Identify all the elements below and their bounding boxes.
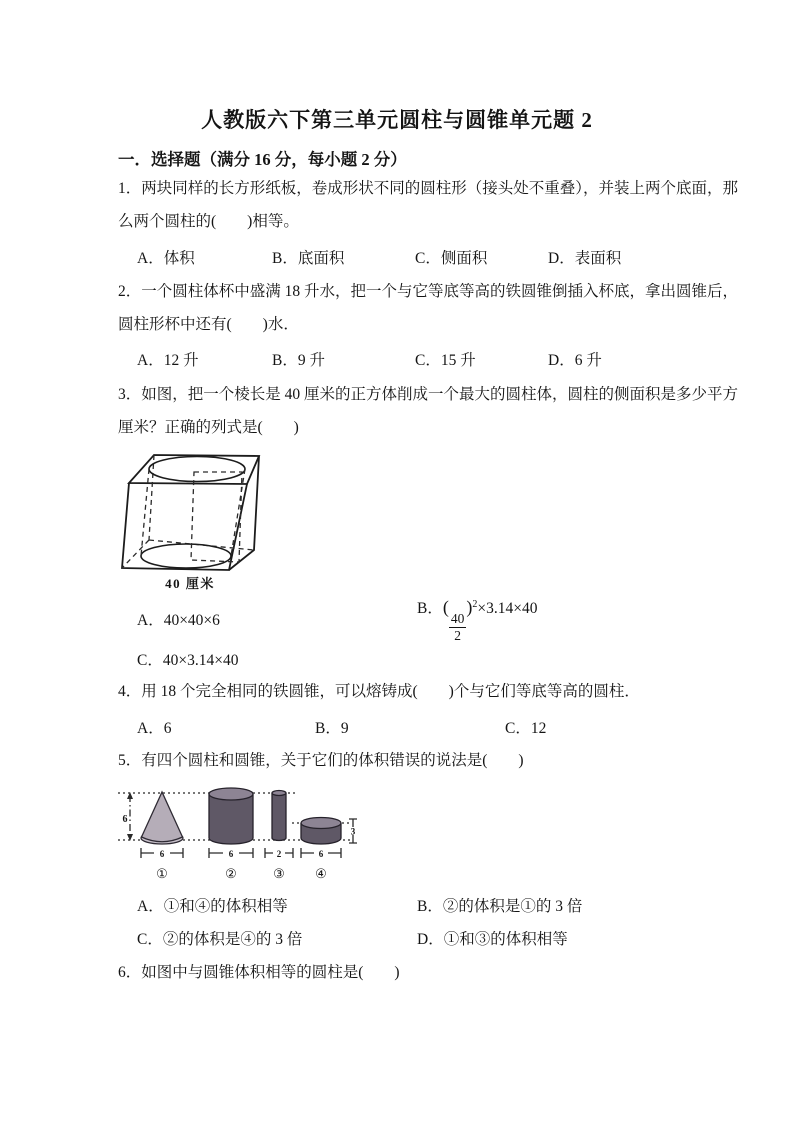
- q2-option-a: A．12 升: [137, 352, 199, 369]
- q5-option-a: A．①和④的体积相等: [137, 898, 288, 915]
- q2-option-c: C．15 升: [415, 352, 476, 369]
- q3-option-a: A．40×40×6: [137, 612, 220, 629]
- cylinders-cone-figure: [100, 777, 390, 887]
- question-1-line-1: 1．两块同样的长方形纸板，卷成形状不同的圆柱形（接头处不重叠），并装上两个底面，那: [118, 180, 739, 197]
- q4-option-c: C．12: [505, 720, 547, 737]
- base2-label: 6: [228, 849, 234, 859]
- q5-option-d: D．①和③的体积相等: [417, 931, 568, 948]
- cone-shape: [142, 792, 183, 842]
- cylinder4-top: [301, 818, 341, 829]
- q3-option-b-rest: ×3.14×40: [477, 600, 538, 617]
- q3-option-b-exponent: 2: [472, 598, 478, 610]
- q3-option-b-close-paren: ): [466, 597, 473, 617]
- q2-option-b: B．9 升: [272, 352, 325, 369]
- shape2-number: ②: [225, 866, 237, 881]
- q3-option-b: [417, 596, 537, 643]
- cylinder2-body: [209, 794, 253, 844]
- section-heading: 一．选择题（满分 16 分，每小题 2 分）: [118, 150, 407, 169]
- shape1-number: ①: [156, 866, 168, 881]
- height-arrow-up: [127, 792, 133, 799]
- question-1-line-2: 么两个圆柱的( )相等。: [118, 213, 299, 230]
- q1-option-c: C．侧面积: [415, 250, 488, 267]
- base4-label: 6: [318, 849, 324, 859]
- height-left-label: 6: [122, 814, 128, 825]
- fraction-denominator: 2: [454, 627, 461, 643]
- shape4-number: ④: [315, 866, 327, 881]
- question-6-line-1: 6．如图中与圆锥体积相等的圆柱是( ): [118, 964, 400, 981]
- q3-option-c: C．40×3.14×40: [137, 652, 239, 669]
- q1-option-d: D．表面积: [548, 250, 622, 267]
- cylinder2-top: [209, 788, 253, 800]
- cylinder3-body: [272, 793, 286, 841]
- q2-option-d: D．6 升: [548, 352, 602, 369]
- q3-option-b-letter: B．: [417, 600, 443, 617]
- q5-option-b: B．②的体积是①的 3 倍: [417, 898, 583, 915]
- question-4-line-1: 4．用 18 个完全相同的铁圆锥，可以熔铸成( )个与它们等底等高的圆柱．: [118, 683, 640, 700]
- q3-option-b-open-paren: (: [442, 597, 449, 617]
- cylinder-bottom-ellipse: [141, 544, 231, 568]
- question-2-line-2: 圆柱形杯中还有( )水．: [118, 316, 299, 333]
- question-3-line-1: 3．如图，把一个棱长是 40 厘米的正方体削成一个最大的圆柱体，圆柱的侧面积是多少平方: [118, 386, 739, 403]
- q3-option-b-fraction: [449, 611, 467, 643]
- q4-option-a: A．6: [137, 720, 172, 737]
- q1-option-b: B．底面积: [272, 250, 345, 267]
- question-3-line-2: 厘米？正确的列式是( ): [118, 419, 299, 436]
- height-arrow-down: [127, 834, 133, 841]
- question-5-line-1: 5．有四个圆柱和圆锥，关于它们的体积错误的说法是( ): [118, 752, 524, 769]
- cube-cylinder-figure: [112, 443, 327, 595]
- q4-option-b: B．9: [315, 720, 349, 737]
- base3-label: 2: [276, 849, 282, 859]
- height-right-label: 3: [350, 826, 356, 837]
- shape3-number: ③: [273, 866, 285, 881]
- cube-edge-label: 40 厘米: [165, 576, 215, 591]
- fraction-numerator: 40: [450, 611, 465, 626]
- question-2-line-1: 2．一个圆柱体杯中盛满 18 升水，把一个与它等底等高的铁圆锥倒插入杯底，拿出圆锥后，: [118, 283, 739, 300]
- cylinder-top-ellipse: [149, 457, 245, 482]
- page-title: 人教版六下第三单元圆柱与圆锥单元题 2: [201, 108, 593, 132]
- cylinder3-top: [272, 791, 286, 796]
- q5-option-c: C．②的体积是④的 3 倍: [137, 931, 303, 948]
- q1-option-a: A．体积: [137, 250, 195, 267]
- base1-label: 6: [159, 849, 165, 859]
